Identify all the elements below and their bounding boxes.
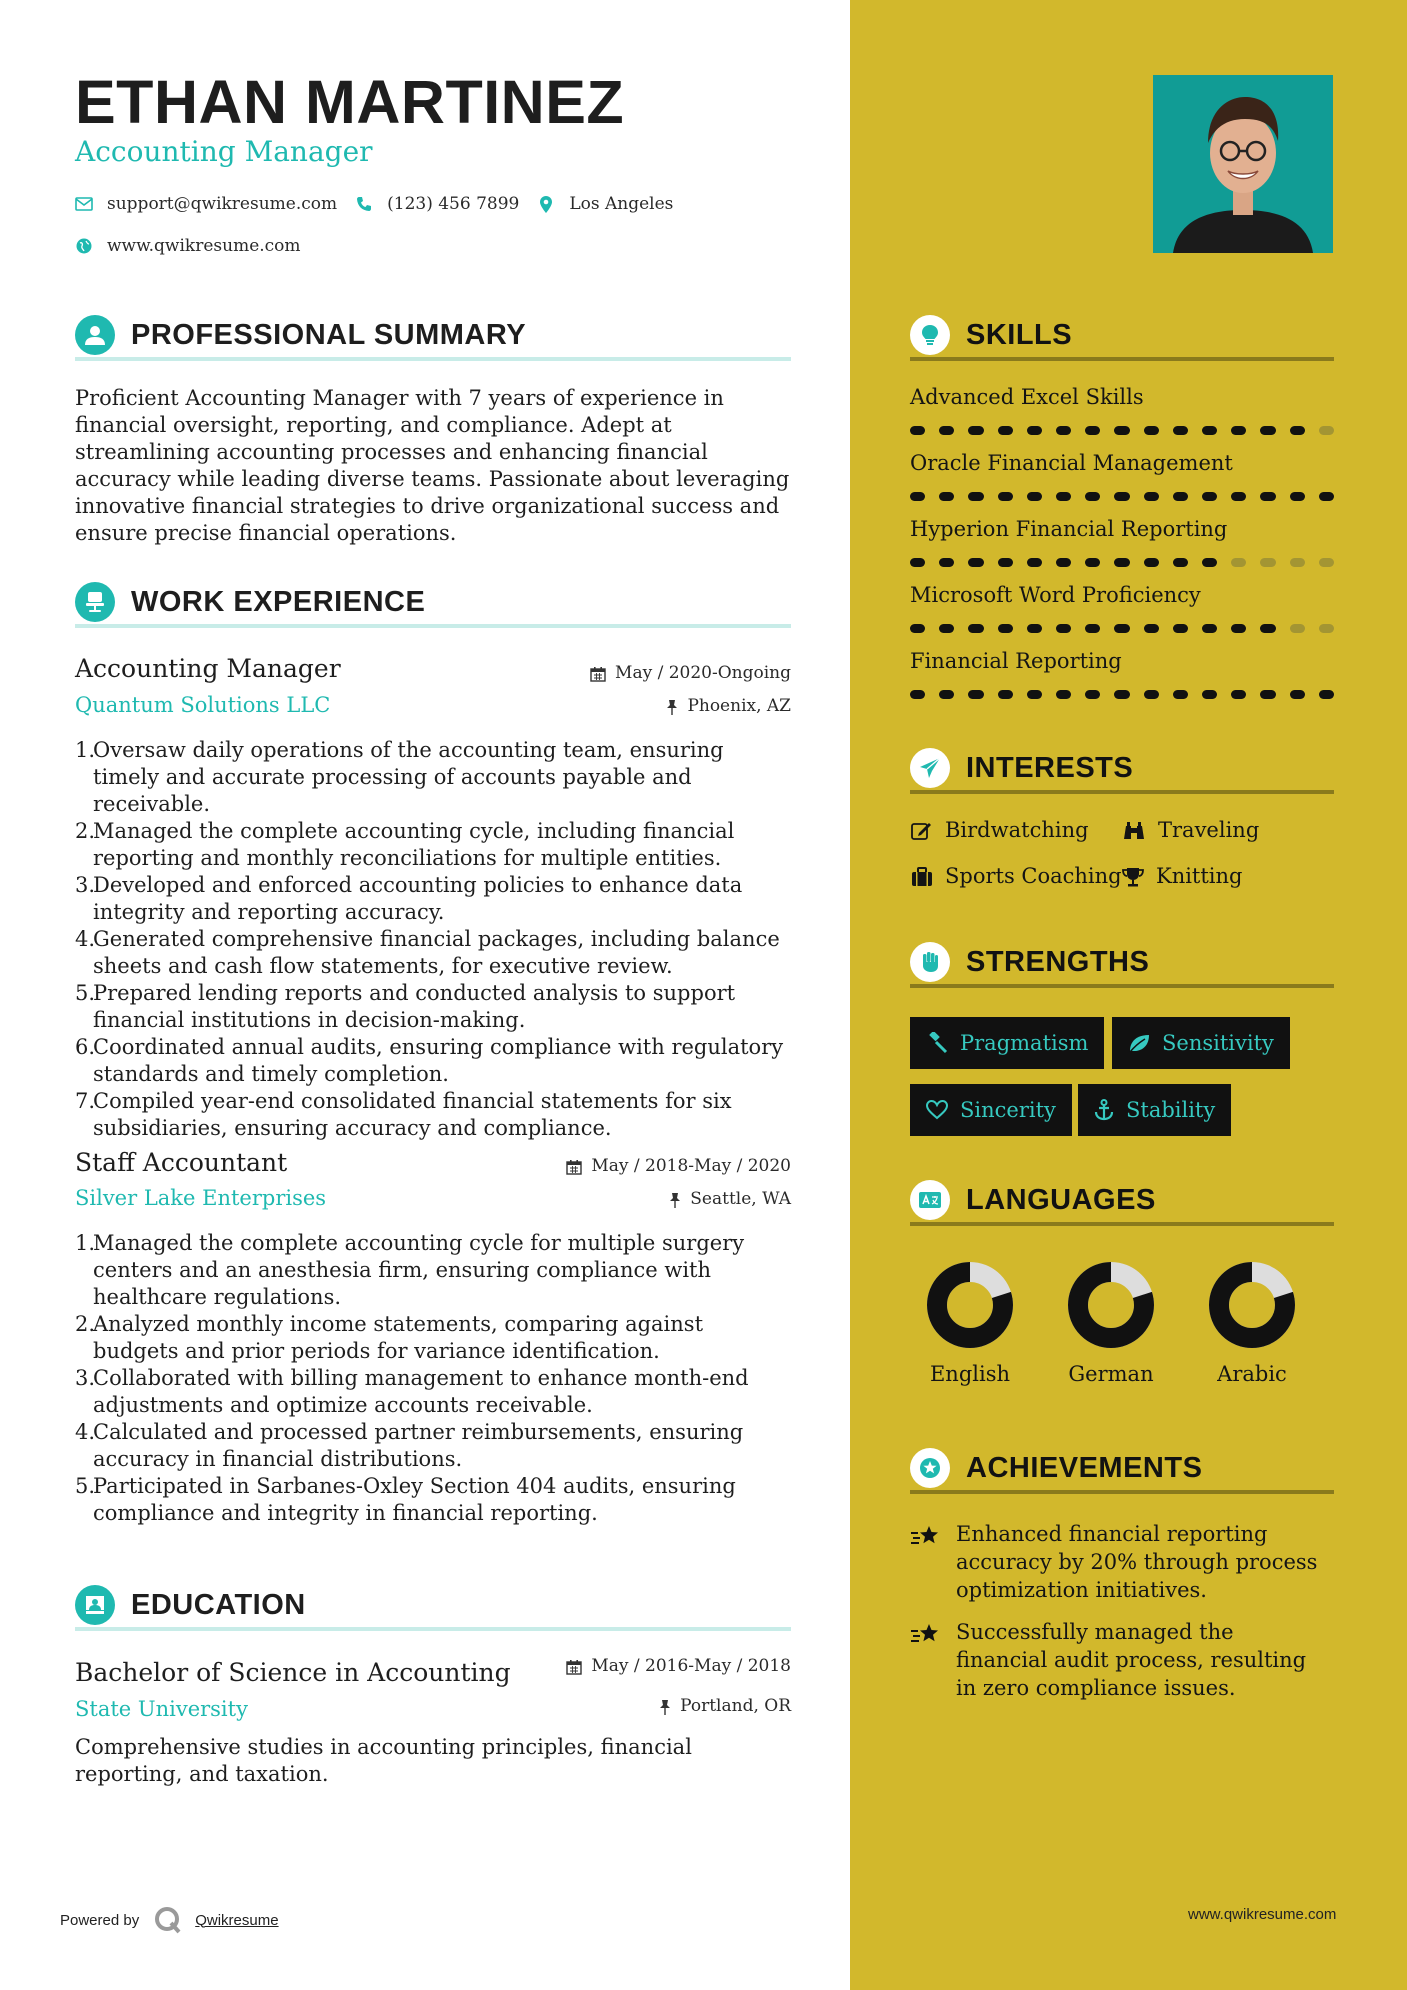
map-pin-icon: [537, 195, 555, 213]
achievements-heading: [910, 1446, 1334, 1494]
candidate-name: ETHAN MARTINEZ: [75, 68, 625, 136]
skill-level-segment: [1319, 426, 1334, 435]
phone-icon: [355, 195, 373, 213]
list-item: 3. Collaborated with billing management to enhance month-end adjustments and optimize accounts receivable.: [75, 1366, 749, 1417]
profile-photo: [1153, 75, 1333, 253]
achievement-item: [910, 1520, 1330, 1604]
pencil-square-icon: [911, 821, 933, 841]
skill-level-segment: [1114, 558, 1129, 567]
skill-level-segment: [1202, 558, 1217, 567]
skill-level-segment: [939, 690, 954, 699]
skill-level-segment: [1027, 426, 1042, 435]
skill-level-segment: [910, 624, 925, 633]
skill-level-segment: [998, 492, 1013, 501]
skill-level-segment: [1290, 558, 1305, 567]
qwikresume-link[interactable]: Qwikresume: [195, 1911, 279, 1929]
list-item: 7. Compiled year-end consolidated financial statements for six subsidiaries, ensuring accuracy and compliance.: [75, 1089, 732, 1140]
education-title: EDUCATION: [131, 1588, 306, 1621]
interests-title: INTERESTS: [966, 751, 1134, 784]
job-title: Staff Accountant: [75, 1148, 288, 1177]
school-name: State University: [75, 1697, 248, 1721]
skill-level-segment: [1056, 624, 1071, 633]
skill-level-segment: [1202, 690, 1217, 699]
skill-level-segment: [1231, 624, 1246, 633]
job-date: [590, 665, 791, 682]
education-date-text: May / 2016-May / 2018: [591, 1656, 791, 1676]
office-chair-icon: [75, 582, 115, 622]
interest-item: [1122, 820, 1259, 841]
strengths-title: STRENGTHS: [966, 945, 1150, 978]
skill-item: [910, 453, 1334, 501]
education-date: [566, 1658, 791, 1675]
skill-level-segment: [968, 426, 983, 435]
list-item: 5. Participated in Sarbanes-Oxley Section 404 audits, ensuring compliance and integrity in financial reporting.: [75, 1474, 736, 1525]
email-link[interactable]: support@qwikresume.com: [107, 194, 338, 214]
language-item: [1051, 1262, 1171, 1386]
skill-level-segment: [1173, 690, 1188, 699]
qwikresume-logo-icon: [153, 1905, 183, 1935]
skill-level-bar: [910, 492, 1334, 501]
skill-level-segment: [1027, 558, 1042, 567]
skill-level-segment: [1290, 690, 1305, 699]
list-item: 1. Oversaw daily operations of the accounting team, ensuring timely and accurate processing of accounts payable and receivable.: [75, 738, 724, 816]
skill-level-segment: [998, 558, 1013, 567]
experience-heading: [75, 580, 791, 628]
skill-level-segment: [1056, 558, 1071, 567]
job-location: [666, 698, 791, 715]
interest-item: [911, 820, 1089, 841]
skill-level-segment: [968, 558, 983, 567]
skill-level-segment: [1114, 690, 1129, 699]
skill-level-segment: [1173, 426, 1188, 435]
lightbulb-icon: [910, 315, 950, 355]
skill-item: [910, 651, 1334, 699]
experience-title: WORK EXPERIENCE: [131, 585, 426, 618]
language-item: [910, 1262, 1030, 1386]
translate-icon: [910, 1180, 950, 1220]
job-company: Silver Lake Enterprises: [75, 1186, 327, 1210]
skill-item: [910, 387, 1334, 435]
skill-level-segment: [1085, 492, 1100, 501]
education-description: Comprehensive studies in accounting principles, financial reporting, and taxation.: [75, 1735, 692, 1786]
skill-level-segment: [1056, 690, 1071, 699]
powered-by-label: Powered by: [60, 1911, 140, 1929]
skill-level-segment: [939, 624, 954, 633]
skill-level-segment: [1144, 624, 1159, 633]
skill-level-segment: [1260, 690, 1275, 699]
interest-label: Knitting: [1156, 864, 1243, 888]
skill-level-segment: [998, 624, 1013, 633]
summary-title: PROFESSIONAL SUMMARY: [131, 318, 527, 351]
binoculars-icon: [1122, 821, 1146, 841]
skill-level-segment: [1202, 624, 1217, 633]
skill-level-segment: [939, 492, 954, 501]
list-item: 1. Managed the complete accounting cycle for multiple surgery centers and an anesthesia firm, ensuring compliance with healthcare regulations.: [75, 1231, 745, 1309]
skill-level-segment: [910, 558, 925, 567]
list-item: 4. Generated comprehensive financial packages, including balance sheets and cash flow statements, for executive review.: [75, 927, 780, 978]
skill-level-segment: [968, 624, 983, 633]
languages-heading: [910, 1178, 1334, 1226]
degree-title: Bachelor of Science in Accounting: [75, 1658, 511, 1687]
list-item: 2. Analyzed monthly income statements, comparing against budgets and prior periods for variance identification.: [75, 1312, 704, 1363]
skill-level-segment: [939, 558, 954, 567]
strength-label: Stability: [1126, 1098, 1216, 1122]
globe-icon: [75, 237, 93, 255]
skill-level-segment: [1290, 426, 1305, 435]
list-item: 5. Prepared lending reports and conducted analysis to support financial institutions in decision-making.: [75, 981, 736, 1032]
pushpin-icon: [669, 1192, 681, 1208]
job-title: Accounting Manager: [75, 654, 341, 683]
website-row: [75, 236, 319, 256]
list-item: 4. Calculated and processed partner reimbursements, ensuring accuracy in financial distributions.: [75, 1420, 744, 1471]
job-date: [566, 1158, 791, 1175]
skill-level-segment: [968, 690, 983, 699]
skill-level-segment: [1319, 492, 1334, 501]
skill-level-segment: [1085, 426, 1100, 435]
raised-fist-icon: [910, 942, 950, 982]
skills-heading: [910, 313, 1334, 361]
summary-heading: [75, 313, 791, 361]
skill-level-segment: [1260, 624, 1275, 633]
skill-name: Financial Reporting: [910, 649, 1122, 673]
skill-name: Hyperion Financial Reporting: [910, 517, 1228, 541]
calendar-icon: [590, 666, 606, 682]
skill-level-segment: [1144, 558, 1159, 567]
phone-number[interactable]: (123) 456 7899: [387, 194, 520, 214]
skill-level-segment: [1260, 426, 1275, 435]
skill-level-segment: [1027, 492, 1042, 501]
languages-title: LANGUAGES: [966, 1183, 1156, 1216]
pushpin-icon: [659, 1699, 671, 1715]
skill-level-segment: [1231, 558, 1246, 567]
skill-level-segment: [1114, 426, 1129, 435]
language-name: Arabic: [1217, 1362, 1287, 1386]
duties-list: [75, 737, 795, 1142]
skill-level-segment: [998, 690, 1013, 699]
list-item: 3. Developed and enforced accounting policies to enhance data integrity and reporting accuracy.: [75, 873, 743, 924]
calendar-icon: [566, 1659, 582, 1675]
graduate-icon: [75, 1585, 115, 1625]
achievements-title: ACHIEVEMENTS: [966, 1451, 1203, 1484]
language-proficiency-ring: [927, 1262, 1013, 1348]
language-proficiency-ring: [1209, 1262, 1295, 1348]
skill-level-bar: [910, 558, 1334, 567]
shooting-star-icon: [910, 1524, 940, 1548]
skill-level-segment: [1231, 690, 1246, 699]
star-badge-icon: [910, 1448, 950, 1488]
job-date-text: May / 2020-Ongoing: [615, 663, 791, 683]
strength-label: Pragmatism: [960, 1031, 1089, 1055]
skill-level-segment: [910, 426, 925, 435]
skill-level-segment: [1290, 492, 1305, 501]
skill-level-segment: [1319, 558, 1334, 567]
skill-level-segment: [1173, 492, 1188, 501]
interest-item: [1122, 866, 1243, 887]
interest-label: Traveling: [1158, 818, 1260, 842]
language-name: English: [929, 1362, 1011, 1386]
skill-level-segment: [1056, 492, 1071, 501]
website-link[interactable]: www.qwikresume.com: [107, 236, 301, 256]
strength-tag: [910, 1084, 1072, 1136]
trophy-icon: [1122, 867, 1144, 887]
skill-level-segment: [939, 426, 954, 435]
skill-level-segment: [1085, 558, 1100, 567]
skill-level-segment: [1231, 426, 1246, 435]
footer-website[interactable]: www.qwikresume.com: [1188, 1906, 1337, 1923]
skill-item: [910, 519, 1334, 567]
shooting-star-icon: [910, 1622, 940, 1646]
language-proficiency-ring: [1068, 1262, 1154, 1348]
paper-plane-icon: [910, 748, 950, 788]
skill-level-segment: [1114, 624, 1129, 633]
skill-level-segment: [1085, 624, 1100, 633]
skills-title: SKILLS: [966, 318, 1073, 351]
skill-level-segment: [1231, 492, 1246, 501]
skill-level-segment: [1260, 558, 1275, 567]
education-location: [659, 1698, 791, 1715]
achievement-text: Successfully managed the financial audit process, resulting in zero compliance issues.: [956, 1620, 1307, 1700]
skill-level-bar: [910, 624, 1334, 633]
skill-level-segment: [1202, 492, 1217, 501]
achievement-item: [910, 1618, 1330, 1702]
list-item: 6. Coordinated annual audits, ensuring compliance with regulatory standards and timely completion.: [75, 1035, 784, 1086]
skill-level-segment: [1173, 558, 1188, 567]
skill-level-segment: [1144, 690, 1159, 699]
list-item: 2. Managed the complete accounting cycle, including financial reporting and monthly reconciliations for multiple entities.: [75, 819, 735, 870]
language-name: German: [1068, 1362, 1154, 1386]
leaf-icon: [1128, 1033, 1150, 1053]
strength-label: Sensitivity: [1162, 1031, 1274, 1055]
user-icon: [75, 315, 115, 355]
strength-tag: [910, 1017, 1104, 1069]
strength-tag: [1078, 1084, 1231, 1136]
skill-level-segment: [910, 492, 925, 501]
contact-row: [75, 194, 691, 214]
skill-level-segment: [1144, 426, 1159, 435]
powered-by: [60, 1905, 279, 1935]
language-item: [1192, 1262, 1312, 1386]
gavel-icon: [926, 1032, 948, 1054]
strength-tag: [1112, 1017, 1290, 1069]
achievement-text: Enhanced financial reporting accuracy by 20% through process optimization initiatives.: [956, 1522, 1318, 1602]
education-heading: [75, 1583, 791, 1631]
job-location: [669, 1191, 791, 1208]
job-location-text: Seattle, WA: [690, 1189, 791, 1209]
skill-level-segment: [1260, 492, 1275, 501]
skill-level-segment: [1319, 690, 1334, 699]
candidate-title: Accounting Manager: [75, 135, 373, 168]
job-location-text: Phoenix, AZ: [687, 696, 791, 716]
skill-level-segment: [1085, 690, 1100, 699]
education-location-text: Portland, OR: [680, 1696, 791, 1716]
anchor-icon: [1094, 1099, 1114, 1121]
skill-name: Oracle Financial Management: [910, 451, 1233, 475]
skill-level-segment: [998, 426, 1013, 435]
skill-level-segment: [910, 690, 925, 699]
job-date-text: May / 2018-May / 2020: [591, 1156, 791, 1176]
skill-level-segment: [1173, 624, 1188, 633]
skill-level-segment: [1144, 492, 1159, 501]
pushpin-icon: [666, 699, 678, 715]
skill-level-segment: [1027, 690, 1042, 699]
interests-heading: [910, 746, 1334, 794]
job-company: Quantum Solutions LLC: [75, 693, 331, 717]
interest-label: Sports Coaching: [945, 864, 1122, 888]
skill-level-segment: [1319, 624, 1334, 633]
envelope-icon: [75, 195, 93, 213]
skill-level-segment: [1202, 426, 1217, 435]
summary-text: Proficient Accounting Manager with 7 years of experience in financial oversight, reporting, and compliance. Adept at streamlining accounting processes and enhancing financial accuracy while leading diverse teams. Passionate about leveraging innovative financial strategies to drive organizational success and ensure precise financial operations.: [75, 386, 790, 545]
skill-name: Microsoft Word Proficiency: [910, 583, 1201, 607]
skill-item: [910, 585, 1334, 633]
skill-level-segment: [1056, 426, 1071, 435]
skill-level-segment: [1114, 492, 1129, 501]
strength-label: Sincerity: [960, 1098, 1056, 1122]
skill-name: Advanced Excel Skills: [910, 385, 1144, 409]
skill-level-bar: [910, 690, 1334, 699]
strengths-heading: [910, 940, 1334, 988]
skill-level-segment: [968, 492, 983, 501]
interest-label: Birdwatching: [945, 818, 1089, 842]
skill-level-segment: [1027, 624, 1042, 633]
calendar-icon: [566, 1159, 582, 1175]
skill-level-segment: [1290, 624, 1305, 633]
interest-item: [911, 866, 1122, 887]
briefcase-icon: [911, 867, 933, 887]
duties-list: [75, 1230, 795, 1527]
location-text: Los Angeles: [569, 194, 674, 214]
skill-level-bar: [910, 426, 1334, 435]
heart-icon: [926, 1100, 948, 1120]
